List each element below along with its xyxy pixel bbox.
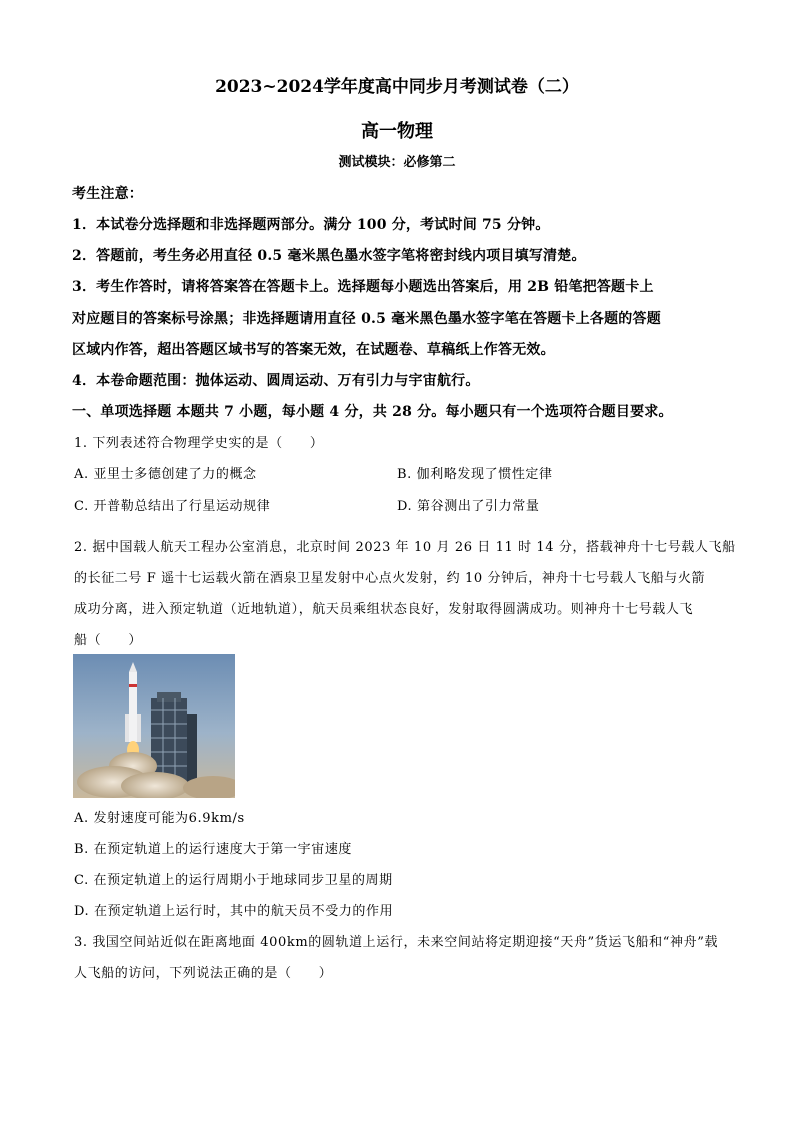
q2-option-b: B. 在预定轨道上的运行速度大于第一宇宙速度 bbox=[74, 842, 353, 857]
notice-item: 2．答题前，考生务必用直径 0.5 毫米黑色墨水签字笔将密封线内项目填写清楚。 bbox=[72, 248, 586, 264]
question-1-stem: 1. 下列表述符合物理学史实的是（ ） bbox=[74, 436, 324, 451]
notice-item: 3．考生作答时，请将答案答在答题卡上。选择题每小题选出答案后，用 2B 铅笔把答题卡上 bbox=[72, 279, 654, 295]
test-module: 测试模块：必修第二 bbox=[338, 155, 456, 170]
q2-option-c: C. 在预定轨道上的运行周期小于地球同步卫星的周期 bbox=[74, 873, 393, 888]
notice-item: 区域内作答，超出答题区域书写的答案无效，在试题卷、草稿纸上作答无效。 bbox=[72, 342, 555, 358]
question-2-line: 的长征二号 F 遥十七运载火箭在酒泉卫星发射中心点火发射，约 10 分钟后，神舟十七号载人飞船与火箭 bbox=[74, 571, 706, 586]
question-2-line: 船（ ） bbox=[74, 633, 143, 648]
question-2-line: 2. 据中国载人航天工程办公室消息，北京时间 2023 年 10 月 26 日 11 时 14 分，搭载神舟十七号载人飞船 bbox=[74, 540, 736, 555]
subject-title: 高一物理 bbox=[361, 121, 433, 142]
exam-title: 2023~2024学年度高中同步月考测试卷（二） bbox=[215, 77, 579, 97]
q1-option-c: C. 开普勒总结出了行星运动规律 bbox=[74, 499, 271, 514]
notice-item: 1．本试卷分选择题和非选择题两部分。满分 100 分，考试时间 75 分钟。 bbox=[72, 217, 550, 233]
q1-option-a: A. 亚里士多德创建了力的概念 bbox=[74, 467, 257, 482]
question-3-line: 3. 我国空间站近似在距离地面 400km的圆轨道上运行，未来空间站将定期迎接“天舟”货运飞船和“神舟”载 bbox=[74, 935, 719, 950]
q2-option-d: D. 在预定轨道上运行时，其中的航天员不受力的作用 bbox=[74, 904, 394, 919]
q1-option-d: D. 第谷测出了引力常量 bbox=[397, 499, 540, 514]
rocket-launch-photo bbox=[73, 654, 235, 798]
question-3-line: 人飞船的访问，下列说法正确的是（ ） bbox=[74, 966, 333, 981]
notice-heading: 考生注意： bbox=[72, 186, 143, 202]
q2-option-a: A. 发射速度可能为6.9km/s bbox=[74, 811, 245, 826]
question-2-line: 成功分离，进入预定轨道（近地轨道），航天员乘组状态良好，发射取得圆满成功。则神舟十七号载人飞 bbox=[74, 602, 694, 617]
section-heading: 一、单项选择题 本题共 7 小题，每小题 4 分，共 28 分。每小题只有一个选项符合题目要求。 bbox=[72, 404, 673, 420]
q1-option-b: B. 伽利略发现了惯性定律 bbox=[397, 467, 553, 482]
notice-item: 对应题目的答案标号涂黑；非选择题请用直径 0.5 毫米黑色墨水签字笔在答题卡上各题的答题 bbox=[72, 311, 661, 327]
notice-item: 4．本卷命题范围：抛体运动、圆周运动、万有引力与宇宙航行。 bbox=[72, 373, 480, 389]
